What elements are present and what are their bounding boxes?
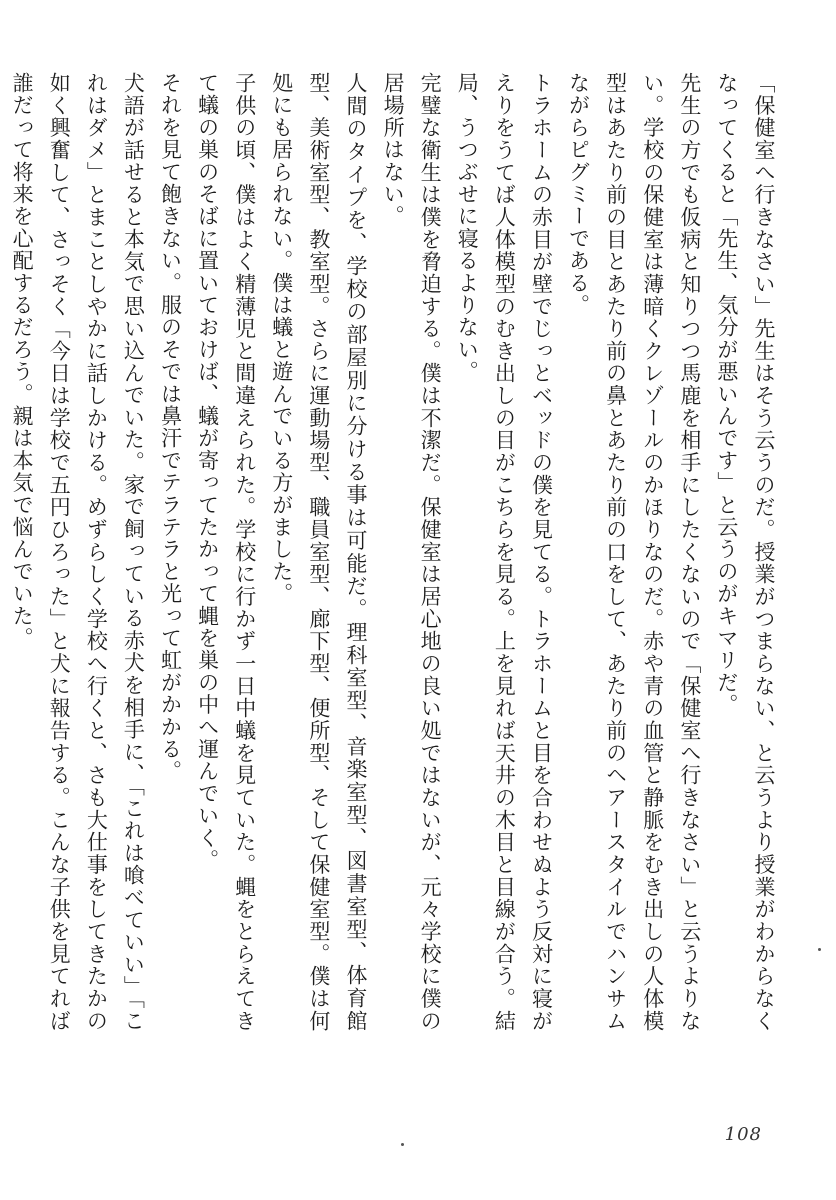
paragraph-3: トラホームの赤目が壁でじっとベッドの僕を見てる。トラホームと目を合わせぬよう反対に寝がえりをうてば人体模型のむき出しの目がこちらを見る。上を見れば天井の木目と目線が合う。結局、うつぶせに寝るよりない。 bbox=[455, 72, 554, 1032]
paragraph-7: それを見て飽きない。服のそでは鼻汗でテラテラと光って虹がかかる。 bbox=[158, 72, 183, 783]
paragraph-2: 先生の方でも仮病と知りつつ馬鹿を相手にしたくないので「保健室へ行きなさい」と云うよりない。学校の保健室は薄暗くクレゾールのかほりなのだ。赤や青の血管と静脈をむき出しの人体模型はあたり前の目とあたり前の鼻とあたり前の口をして、あたり前のヘアースタイルでハンサムながらピグミーである。 bbox=[566, 72, 702, 1032]
paragraph-1: 「保健室へ行きなさい」先生はそう云うのだ。授業がつまらない、と云うより授業がわからなくなってくると「先生、気分が悪いんです」と云うのがキマリだ。 bbox=[714, 72, 776, 1032]
vertical-text-body bbox=[10, 72, 782, 1032]
paragraph-4: 完璧な衛生は僕を脅迫する。僕は不潔だ。保健室は居心地の良い処ではないが、元々学校に僕の居場所はない。 bbox=[381, 72, 443, 1032]
paragraph-8: 犬語が話せると本気で思い込んでいた。家で飼っている赤犬を相手に、「これは喰べていい」「これはダメ」とまことしやかに話しかける。めずらしく学校へ行くと、さも大仕事をしてきたかの如く興奮して、さっそく「今日は学校で五円ひろった」と犬に報告する。こんな子供を見てれば誰だって将来を心配するだろう。親は本気で悩んでいた。 bbox=[10, 72, 146, 1032]
page-number: 108 bbox=[724, 1124, 762, 1145]
paragraph-5: 人間のタイプを、学校の部屋別に分ける事は可能だ。理科室型、音楽室型、図書室型、体育館型、美術室型、教室型。さらに運動場型、職員室型、廊下型、便所型、そして保健室型。僕は何処にも居られない。僕は蟻と遊んでいる方がました。 bbox=[269, 72, 368, 1032]
ink-speck bbox=[818, 948, 821, 951]
paragraph-6: 子供の頃、僕はよく精薄児と間違えられた。学校に行かず一日中蟻を見ていた。蝿をとらえてきて蟻の巣のそばに置いておけば、蟻が寄ってたかって蝿を巣の中へ運んでいく。 bbox=[195, 72, 257, 1032]
ink-speck bbox=[401, 1143, 404, 1146]
paragraph-9 bbox=[0, 72, 3, 1032]
